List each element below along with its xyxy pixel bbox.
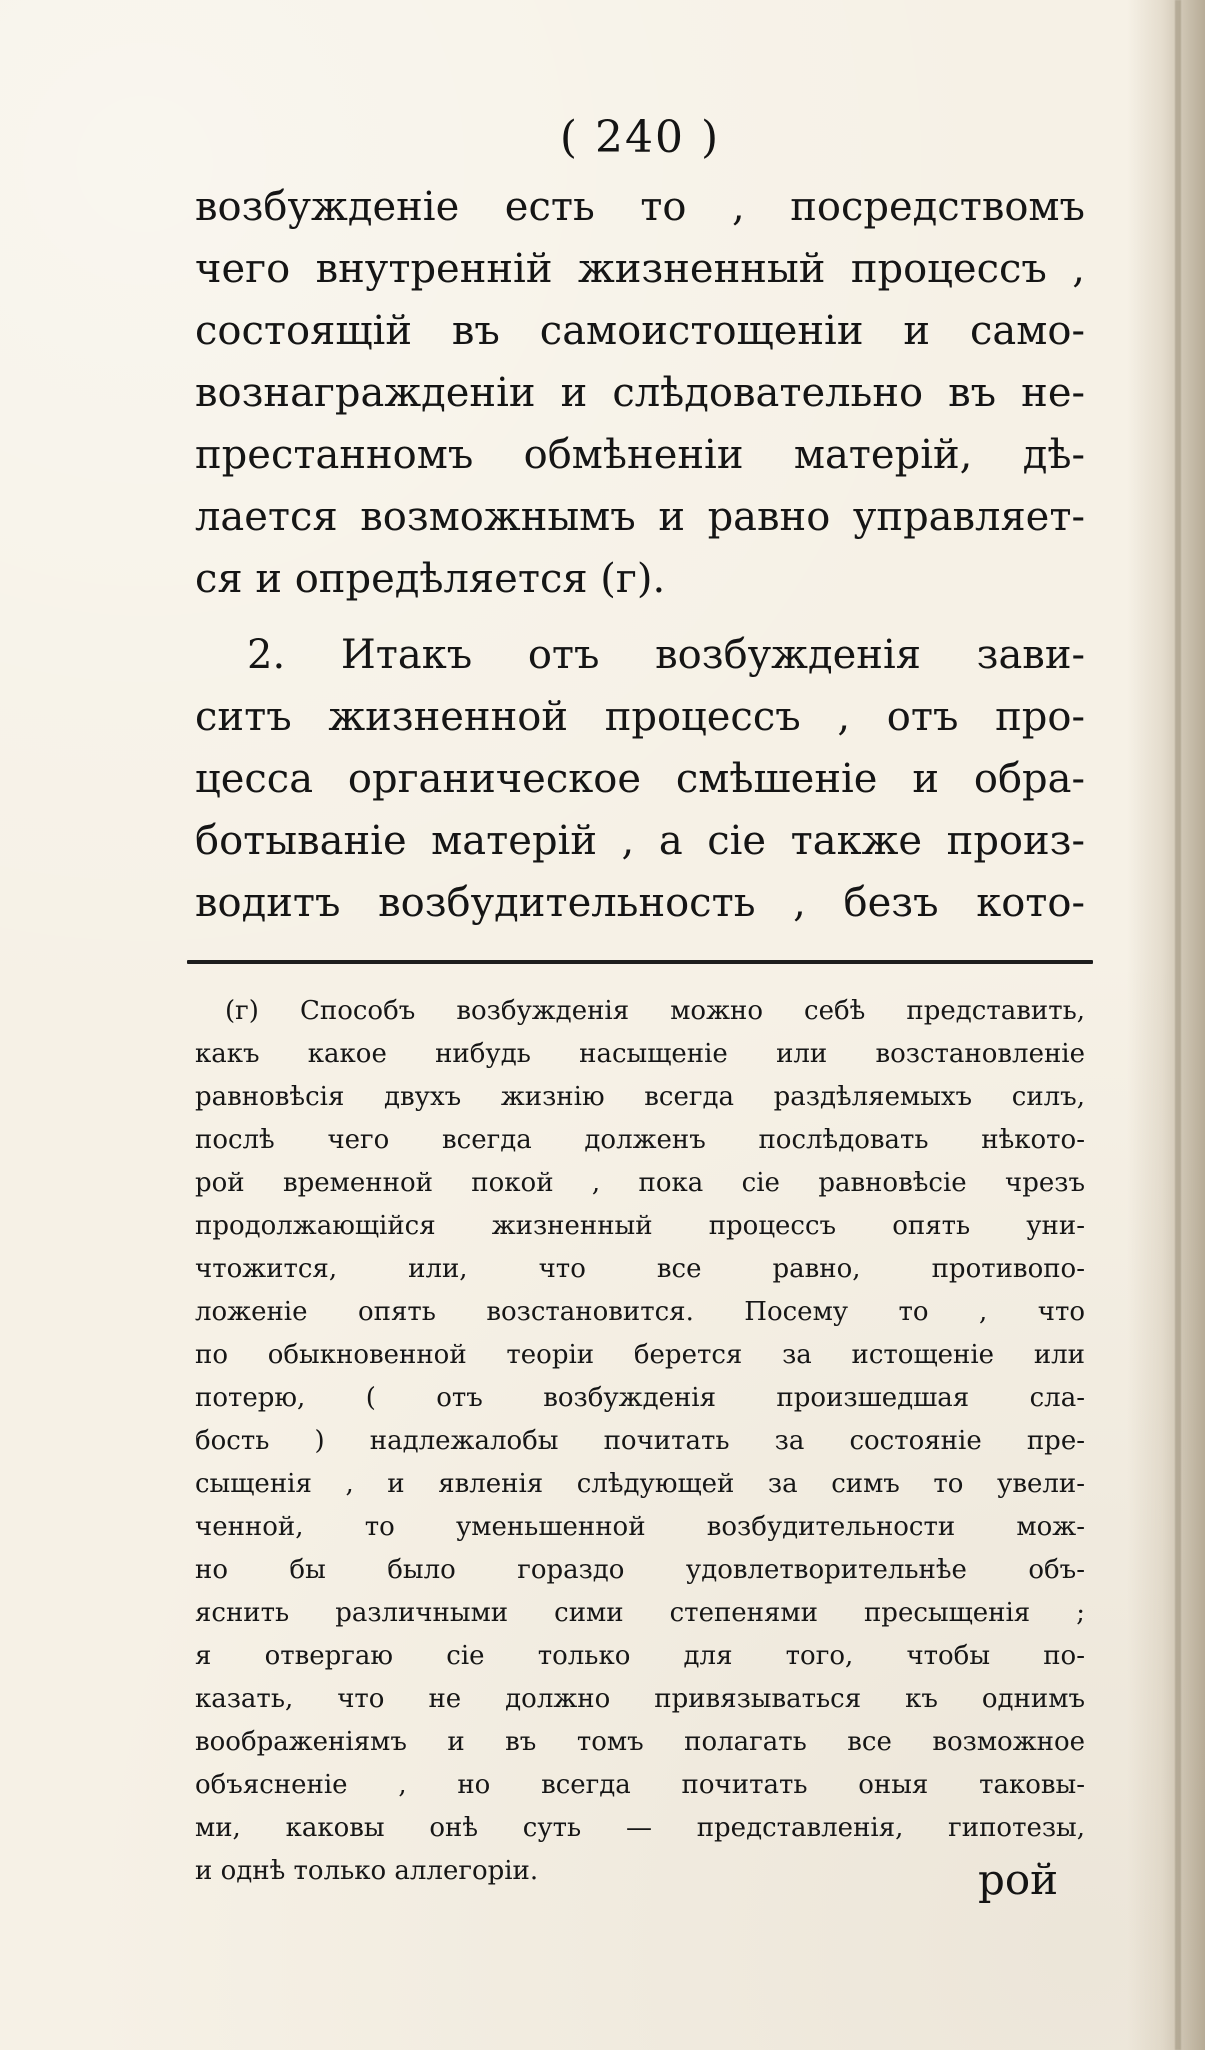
body-line: цесса органическое смѣшеніе и обра-	[195, 756, 1085, 802]
body-line: престанномъ обмѣненіи матерій, дѣ-	[195, 432, 1085, 478]
footnote-line: воображеніямъ и въ томъ полагать все возможное	[195, 1727, 1085, 1757]
body-line: ботываніе матерій , а сіе также произ-	[195, 818, 1085, 864]
footnote-line: объясненіе , но всегда почитать оныя таковы-	[195, 1770, 1085, 1800]
body-line: ся и опредѣляется (г).	[195, 556, 666, 602]
footnote-line: но бы было гораздо удовлетворительнѣе объ-	[195, 1555, 1085, 1585]
footnote-line: я отвергаю сіе только для того, чтобы по-	[195, 1641, 1085, 1671]
body-line: состоящій въ самоистощеніи и само-	[195, 308, 1085, 354]
body-line: ситъ жизненной процессъ , отъ про-	[195, 694, 1085, 740]
footnote-line: яснить различными сими степенями пресыщенія ;	[195, 1598, 1085, 1628]
footnote-line: сыщенія , и явленія слѣдующей за симъ то увели-	[195, 1469, 1085, 1499]
body-line: вознагражденіи и слѣдовательно въ не-	[195, 370, 1085, 416]
paragraph-one	[195, 176, 1085, 610]
footnote-line: казать, что не должно привязываться къ однимъ	[195, 1684, 1085, 1714]
footnote-line: ми, каковы онѣ суть — представленія, гипотезы,	[195, 1813, 1085, 1843]
footnote-line: и однѣ только аллегоріи.	[195, 1856, 539, 1886]
footnote-line: чтожится, или, что все равно, противопо-	[195, 1254, 1085, 1284]
page-edge-line	[1175, 0, 1181, 2050]
body-line: чего внутренній жизненный процессъ ,	[195, 246, 1085, 292]
paragraph-gap	[195, 610, 1085, 624]
footnote-line: ченной, то уменьшенной возбудительности мож-	[195, 1512, 1085, 1542]
paragraph-two	[195, 624, 1085, 934]
body-line: возбужденіе есть то , посредствомъ	[195, 184, 1085, 230]
footnote-line: послѣ чего всегда долженъ послѣдовать нѣкото-	[195, 1125, 1085, 1155]
footnote-divider	[187, 960, 1093, 964]
footnote-line: рой временной покой , пока сіе равновѣсіе чрезъ	[195, 1168, 1085, 1198]
text-block	[195, 108, 1085, 1893]
page-number-header: ( 240 )	[559, 112, 721, 163]
footnote	[195, 990, 1085, 1893]
footnote-line: потерю, ( отъ возбужденія произшедшая сла-	[195, 1383, 1085, 1413]
body-line: 2. Итакъ отъ возбужденія зави-	[247, 632, 1085, 678]
footnote-line: какъ какое нибудь насыщеніе или возстановленіе	[195, 1039, 1085, 1069]
footnote-line: по обыкновенной теоріи берется за истощеніе или	[195, 1340, 1085, 1370]
footnote-line: (г) Способъ возбужденія можно себѣ представить,	[225, 996, 1085, 1026]
footnote-line: бость ) надлежалобы почитать за состояніе пре-	[195, 1426, 1085, 1456]
footnote-line: продолжающійся жизненный процессъ опять уни-	[195, 1211, 1085, 1241]
footnote-line: равновѣсія двухъ жизнію всегда раздѣляемыхъ силъ,	[195, 1082, 1085, 1112]
catchword: рой	[978, 1855, 1059, 1904]
body-line: лается возможнымъ и равно управляет-	[195, 494, 1085, 540]
page-edge-shadow	[1127, 0, 1205, 2050]
footnote-line: ложеніе опять возстановится. Посему то , что	[195, 1297, 1085, 1327]
body-line: водитъ возбудительность , безъ кото-	[195, 880, 1085, 926]
